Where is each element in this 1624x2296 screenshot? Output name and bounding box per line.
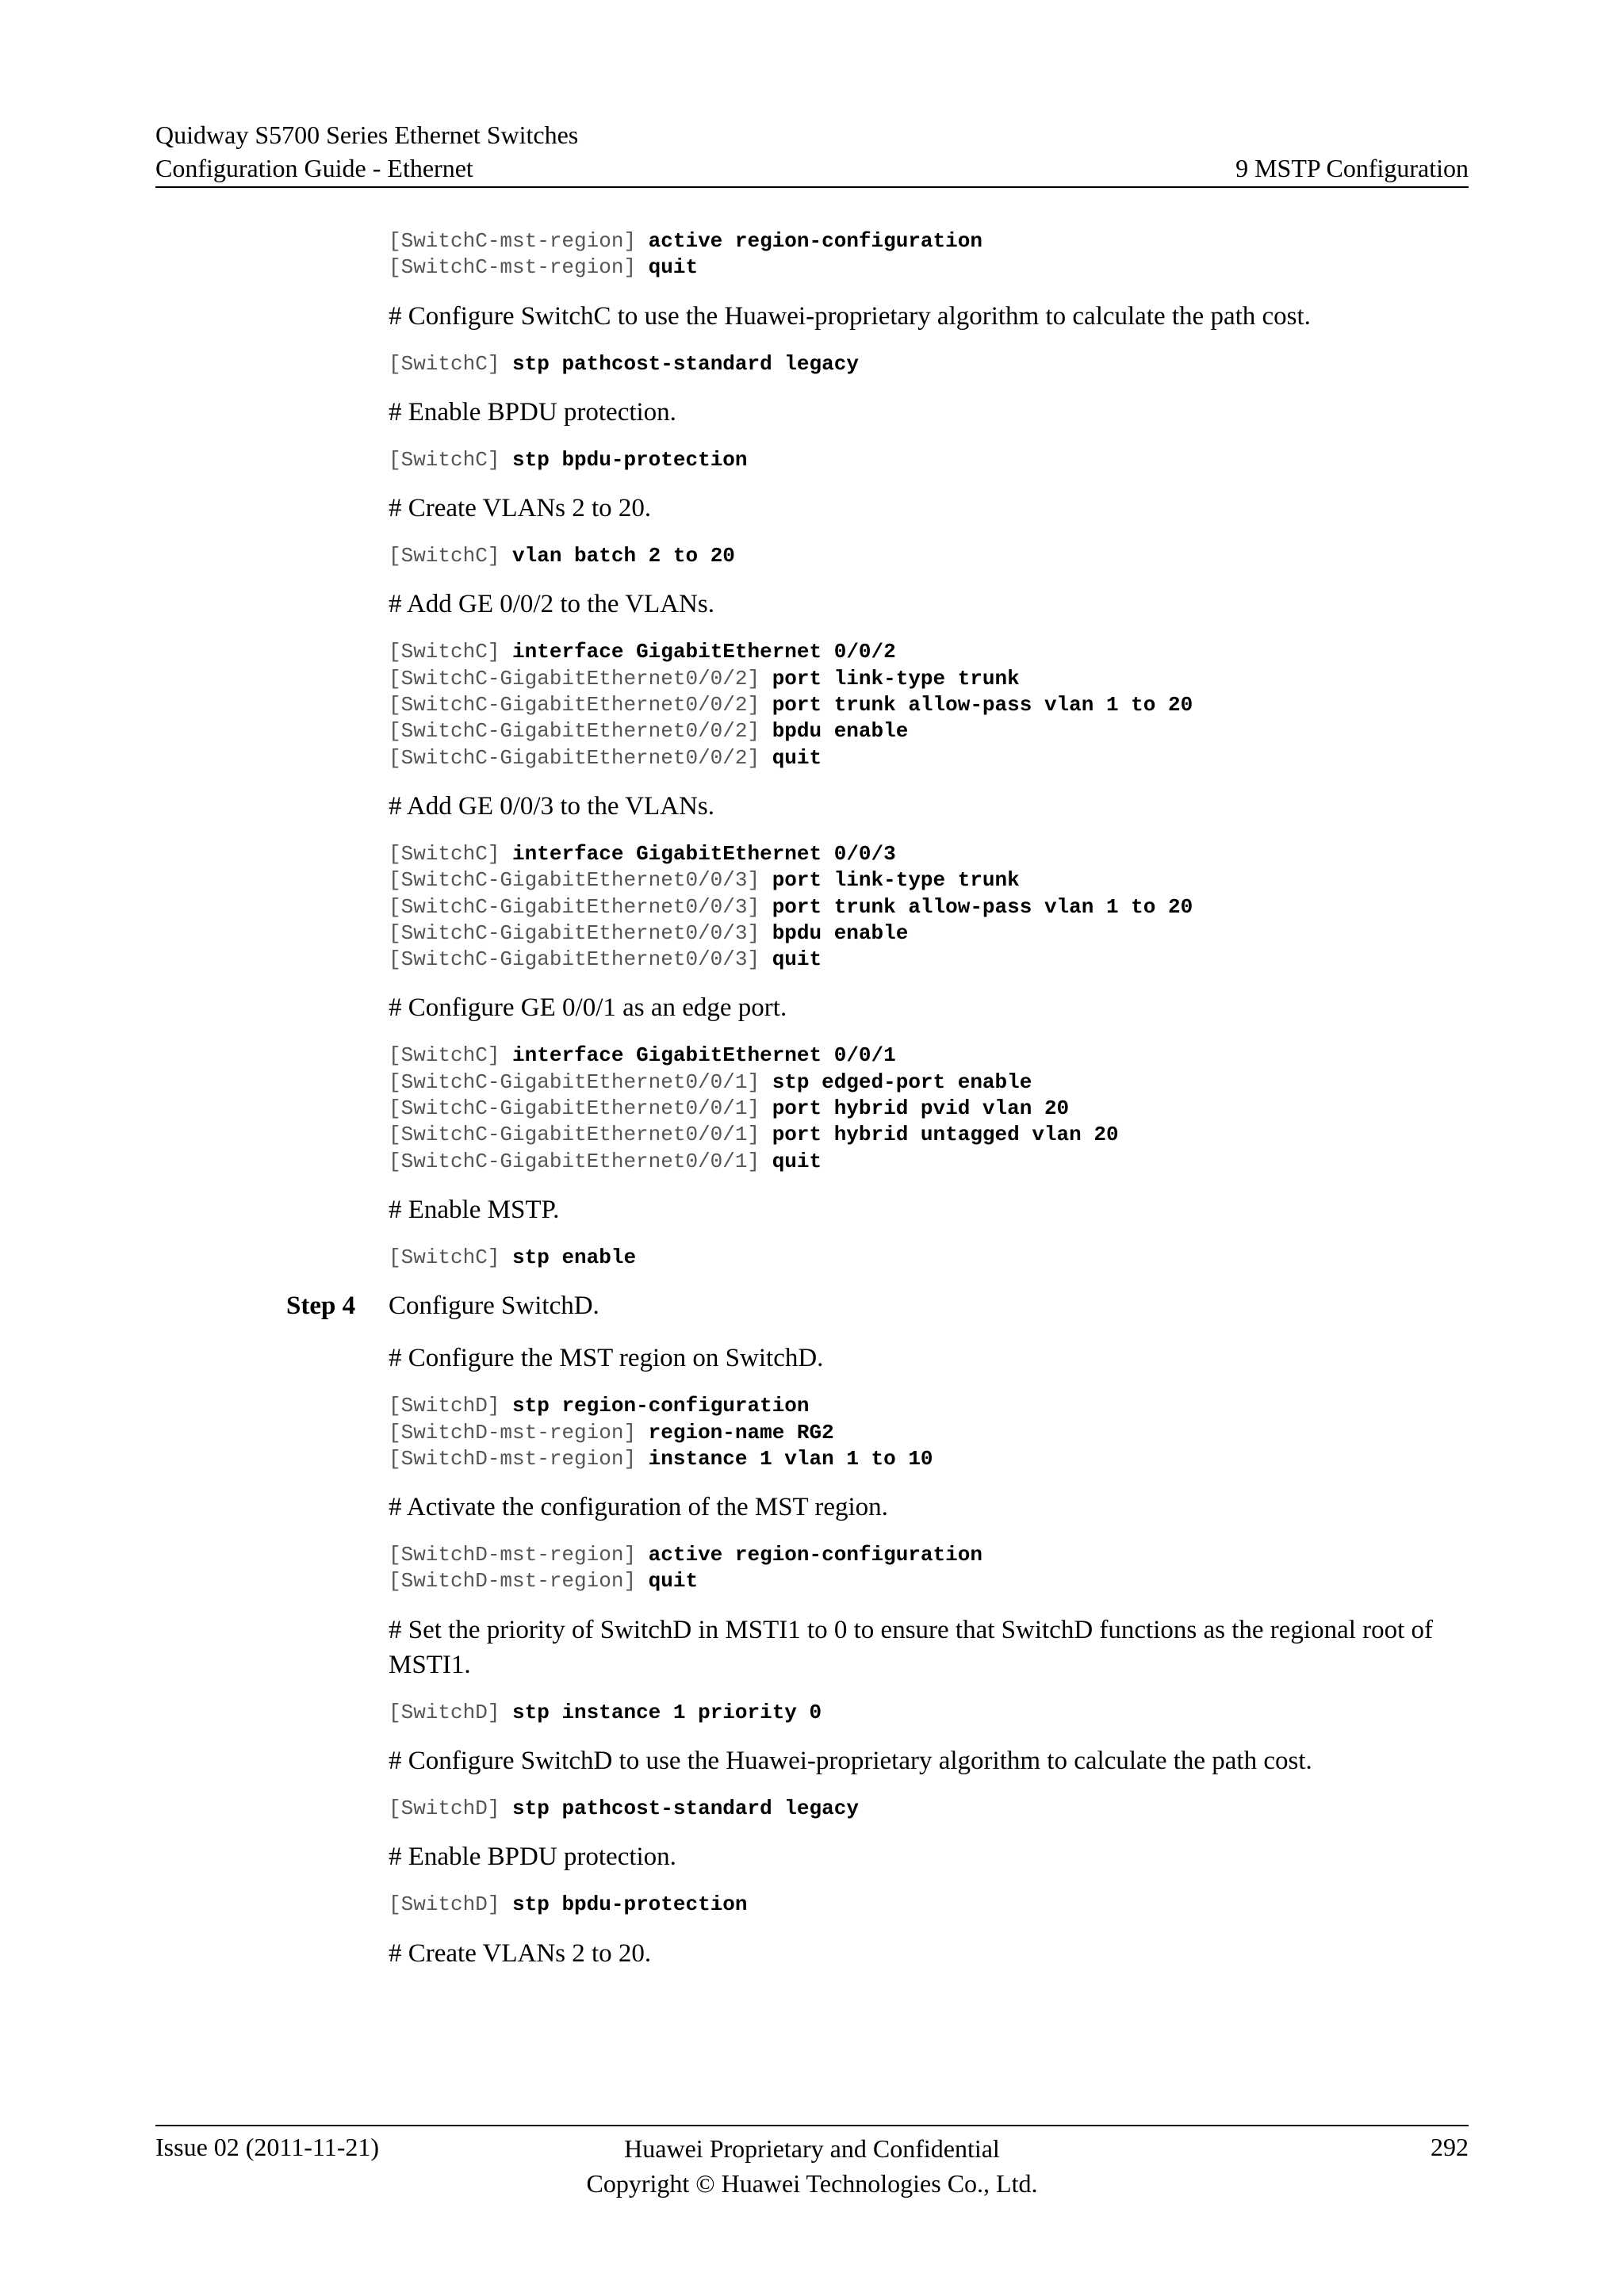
page-footer [155,2125,1469,2206]
code-block [389,1245,1483,1271]
paragraph: # Create VLANs 2 to 20. [389,494,652,523]
code-line [389,1070,1483,1096]
code-block [389,639,1483,771]
code-block [389,228,1483,281]
code-line [389,1393,1483,1419]
paragraph: # Add GE 0/0/3 to the VLANs. [389,791,714,821]
cli-command: quit [648,1569,699,1594]
cli-prompt: [SwitchD-mst-region] [389,1420,637,1445]
code-line [389,1245,1483,1271]
code-line [389,666,1483,692]
paragraph: # Configure SwitchC to use the Huawei-proprietary algorithm to calculate the path cost. [389,301,1311,331]
paragraph: # Activate the configuration of the MST region. [389,1493,888,1522]
code-block [389,447,1483,473]
cli-prompt: [SwitchC-mst-region] [389,229,637,253]
step-label: Step 4 [286,1292,356,1321]
code-line [389,1446,1483,1472]
cli-prompt: [SwitchD-mst-region] [389,1446,637,1471]
cli-prompt: [SwitchC-GigabitEthernet0/0/2] [389,693,760,718]
confidential-line: Huawei Proprietary and Confidential [624,2134,1000,2163]
code-line [389,254,1483,281]
cli-command: quit [648,255,699,280]
code-block [389,1542,1483,1595]
cli-prompt: [SwitchC] [389,640,500,664]
paragraph: # Create VLANs 2 to 20. [389,1938,652,1968]
code-line [389,351,1483,377]
cli-prompt: [SwitchC-mst-region] [389,255,637,280]
code-line [389,1796,1483,1822]
code-block [389,841,1483,973]
cli-command: stp bpdu-protection [512,1892,748,1917]
cli-prompt: [SwitchC] [389,1043,500,1068]
paragraph: # Configure the MST region on SwitchD. [389,1344,824,1373]
cli-command: stp instance 1 priority 0 [512,1700,822,1724]
cli-command: port link-type trunk [772,666,1020,691]
cli-prompt: [SwitchD] [389,1892,500,1917]
code-line [389,920,1483,947]
cli-prompt: [SwitchC-GigabitEthernet0/0/1] [389,1096,760,1121]
cli-prompt: [SwitchC-GigabitEthernet0/0/2] [389,745,760,770]
code-block [389,1043,1483,1174]
cli-prompt: [SwitchC] [389,351,500,376]
cli-command: interface GigabitEthernet 0/0/1 [512,1043,896,1068]
chapter-title: 9 MSTP Configuration [1235,154,1469,182]
cli-prompt: [SwitchD] [389,1700,500,1724]
cli-command: interface GigabitEthernet 0/0/2 [512,640,896,664]
cli-prompt: [SwitchC-GigabitEthernet0/0/1] [389,1123,760,1147]
code-line [389,841,1483,867]
cli-command: port trunk allow-pass vlan 1 to 20 [772,693,1193,718]
step-heading [286,1288,1483,1323]
cli-prompt: [SwitchC-GigabitEthernet0/0/3] [389,947,760,972]
code-line [389,1122,1483,1148]
document-body [286,228,1483,1988]
cli-command: port hybrid pvid vlan 20 [772,1096,1070,1121]
cli-prompt: [SwitchC-GigabitEthernet0/0/3] [389,920,760,945]
code-line [389,447,1483,473]
paragraph: # Enable BPDU protection. [389,397,676,427]
paragraph: # Enable BPDU protection. [389,1843,676,1872]
product-title: Quidway S5700 Series Ethernet Switches [155,121,579,149]
cli-command: bpdu enable [772,920,909,945]
cli-command: stp pathcost-standard legacy [512,351,859,376]
cli-command: stp edged-port enable [772,1070,1032,1094]
code-line [389,228,1483,254]
cli-prompt: [SwitchD-mst-region] [389,1569,637,1594]
cli-command: stp enable [512,1245,637,1269]
cli-prompt: [SwitchC-GigabitEthernet0/0/2] [389,719,760,744]
code-block [389,543,1483,569]
cli-prompt: [SwitchC-GigabitEthernet0/0/1] [389,1149,760,1173]
code-line [389,639,1483,665]
cli-command: region-name RG2 [648,1420,834,1445]
cli-prompt: [SwitchD] [389,1394,500,1418]
code-block [389,351,1483,377]
cli-prompt: [SwitchD] [389,1797,500,1821]
code-line [389,692,1483,718]
paragraph: # Configure SwitchD to use the Huawei-proprietary algorithm to calculate the path cost. [389,1747,1312,1776]
step-text: Configure SwitchD. [389,1292,599,1321]
cli-command: active region-configuration [648,1543,982,1567]
cli-command: stp region-configuration [512,1394,810,1418]
code-line [389,1043,1483,1069]
guide-title: Configuration Guide - Ethernet [155,154,473,182]
cli-command: quit [772,1149,822,1173]
cli-prompt: [SwitchC] [389,1245,500,1269]
issue-date: Issue 02 (2011-11-21) [155,2133,380,2161]
code-block [389,1700,1483,1726]
cli-prompt: [SwitchD-mst-region] [389,1543,637,1567]
cli-command: quit [772,745,822,770]
cli-command: port trunk allow-pass vlan 1 to 20 [772,894,1193,919]
cli-command: bpdu enable [772,719,909,744]
code-line [389,1700,1483,1726]
code-line [389,1892,1483,1918]
cli-command: instance 1 vlan 1 to 10 [648,1446,933,1471]
code-line [389,1096,1483,1122]
cli-command: vlan batch 2 to 20 [512,544,735,568]
code-line [389,947,1483,973]
cli-prompt: [SwitchC] [389,544,500,568]
code-line [389,543,1483,569]
cli-command: port link-type trunk [772,868,1020,893]
code-line [389,867,1483,894]
code-line [389,1542,1483,1568]
cli-prompt: [SwitchC] [389,447,500,472]
code-line [389,1149,1483,1175]
cli-command: stp pathcost-standard legacy [512,1797,859,1821]
code-line [389,1420,1483,1446]
cli-prompt: [SwitchC-GigabitEthernet0/0/3] [389,894,760,919]
cli-prompt: [SwitchC-GigabitEthernet0/0/3] [389,868,760,893]
cli-command: quit [772,947,822,972]
page-number: 292 [1431,2133,1469,2161]
copyright-line: Copyright © Huawei Technologies Co., Ltd. [586,2169,1038,2198]
code-block [389,1393,1483,1472]
code-block [389,1796,1483,1822]
paragraph: # Configure GE 0/0/1 as an edge port. [389,993,787,1023]
code-block [389,1892,1483,1918]
code-line [389,718,1483,744]
cli-command: interface GigabitEthernet 0/0/3 [512,841,896,866]
cli-command: port hybrid untagged vlan 20 [772,1123,1119,1147]
code-line [389,894,1483,920]
paragraph: # Set the priority of SwitchD in MSTI1 to 0 to ensure that SwitchD functions as the regional root of MSTI1. [389,1615,1434,1679]
paragraph: # Enable MSTP. [389,1195,560,1224]
code-line [389,745,1483,771]
cli-prompt: [SwitchC-GigabitEthernet0/0/2] [389,666,760,691]
page-header [155,119,1469,188]
code-line [389,1568,1483,1594]
confidential-notice [155,2131,1469,2201]
cli-prompt: [SwitchC] [389,841,500,866]
cli-prompt: [SwitchC-GigabitEthernet0/0/1] [389,1070,760,1094]
cli-command: stp bpdu-protection [512,447,748,472]
paragraph: # Add GE 0/0/2 to the VLANs. [389,590,714,619]
cli-command: active region-configuration [648,229,982,253]
